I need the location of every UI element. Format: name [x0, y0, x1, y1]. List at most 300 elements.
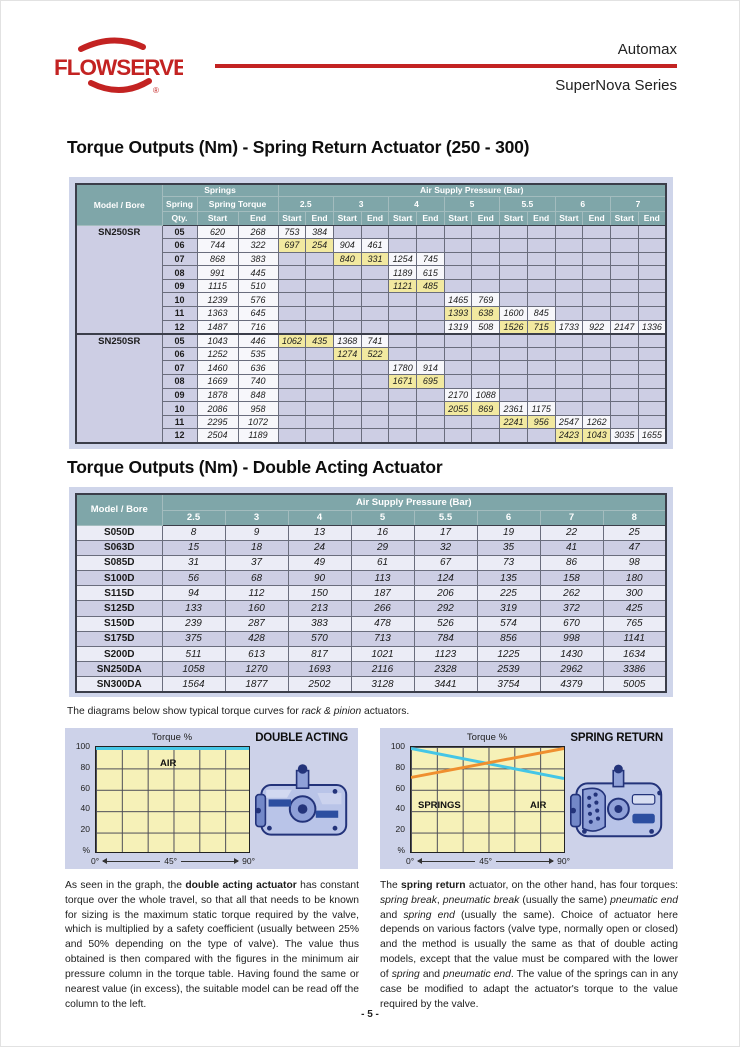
pressure-torque-cell	[500, 375, 528, 389]
pressure-torque-cell	[638, 225, 666, 239]
text-segment: has constant torque over the whole travel, so that all that needs to be known for sizing is the maximum static torque required by the valve, which is multiplied by a safety coefficient (usually between 25% and 50% depending on the type of valve). The value thus obtained is then compared with the figures in the minimum air pressure column in the torque table. Having found the same or nearest value (in excess), the suitable model can be read off the column to the left.	[65, 880, 360, 1010]
end-header: End	[238, 211, 278, 225]
pressure-torque-cell	[583, 388, 611, 402]
pressure-torque-cell	[500, 334, 528, 348]
torque-cell: 2116	[351, 662, 414, 677]
pressure-torque-cell	[638, 307, 666, 321]
pressure-torque-cell	[638, 402, 666, 416]
torque-cell: 1021	[351, 647, 414, 662]
pressure-torque-cell	[610, 402, 638, 416]
table-row	[76, 540, 666, 555]
spring-return-section-title: Torque Outputs (Nm) - Spring Return Actuator (250 - 300)	[67, 137, 530, 157]
x-axis-tick-labels	[89, 856, 257, 866]
pressure-torque-cell	[333, 375, 361, 389]
pressure-torque-cell: 745	[417, 252, 445, 266]
pressure-torque-cell: 2547	[555, 415, 583, 429]
torque-cell: 570	[288, 631, 351, 646]
pressure-torque-cell	[333, 293, 361, 307]
model-cell: SN250SR	[76, 334, 162, 443]
torque-cell: 73	[477, 555, 540, 570]
pressure-torque-cell: 331	[361, 252, 389, 266]
pressure-torque-cell: 435	[306, 334, 334, 348]
pressure-torque-cell	[527, 347, 555, 361]
pressure-torque-cell	[638, 279, 666, 293]
pressure-torque-cell	[306, 320, 334, 334]
torque-cell: 526	[414, 616, 477, 631]
pressure-torque-cell	[583, 307, 611, 321]
torque-cell: 135	[477, 571, 540, 586]
spring-torque-start-cell: 991	[197, 266, 238, 280]
pressure-torque-cell	[500, 293, 528, 307]
torque-cell: 9	[225, 525, 288, 540]
y-tick-label: 60	[80, 782, 90, 793]
torque-cell: 150	[288, 586, 351, 601]
end-header: End	[472, 211, 500, 225]
pressure-torque-cell: 1088	[472, 388, 500, 402]
pressure-torque-cell	[389, 347, 417, 361]
spring-torque-start-cell: 1252	[197, 347, 238, 361]
pressure-torque-cell	[417, 239, 445, 253]
pressure-torque-cell	[361, 279, 389, 293]
double-acting-actuator-image	[255, 750, 351, 860]
start-header: Start	[197, 211, 238, 225]
spring-torque-end-cell: 445	[238, 266, 278, 280]
torque-cell: 112	[225, 586, 288, 601]
pressure-torque-cell	[583, 347, 611, 361]
torque-cell: 24	[288, 540, 351, 555]
pressure-torque-cell	[638, 415, 666, 429]
pressure-torque-cell	[527, 239, 555, 253]
pressure-header: 5.5	[414, 510, 477, 525]
pressure-torque-cell	[361, 266, 389, 280]
pressure-torque-cell: 695	[417, 375, 445, 389]
torque-cell: 56	[162, 571, 225, 586]
table-row	[76, 361, 666, 375]
pressure-torque-cell: 1262	[583, 415, 611, 429]
y-axis-tick-labels	[67, 741, 93, 855]
header-rule	[215, 64, 677, 68]
pressure-torque-cell	[527, 388, 555, 402]
pressure-torque-cell	[417, 429, 445, 443]
torque-cell: 1564	[162, 677, 225, 692]
pressure-torque-cell	[306, 402, 334, 416]
torque-cell: 262	[540, 586, 603, 601]
torque-cell: 670	[540, 616, 603, 631]
y-tick-label: 60	[395, 782, 405, 793]
pressure-header: 6	[555, 196, 610, 211]
pressure-torque-cell: 1062	[278, 334, 306, 348]
flowserve-logo	[51, 35, 183, 102]
pressure-torque-cell	[500, 279, 528, 293]
torque-cell: 8	[162, 525, 225, 540]
end-header: End	[306, 211, 334, 225]
pressure-torque-cell	[472, 361, 500, 375]
spring-qty-cell: 05	[162, 225, 197, 239]
start-header: Start	[444, 211, 472, 225]
end-header: End	[583, 211, 611, 225]
pressure-torque-cell	[527, 225, 555, 239]
pressure-torque-cell	[472, 429, 500, 443]
pressure-torque-cell	[417, 320, 445, 334]
pressure-torque-cell	[361, 375, 389, 389]
torque-cell: 2539	[477, 662, 540, 677]
pressure-torque-cell	[527, 361, 555, 375]
pressure-torque-cell	[610, 347, 638, 361]
y-axis-tick-labels	[382, 741, 408, 855]
x-tick-label: 0°	[91, 856, 100, 866]
air-curve-label: AIR	[530, 800, 547, 811]
text-segment: (usually the same)	[519, 894, 611, 906]
spring-torque-start-cell: 1239	[197, 293, 238, 307]
pressure-torque-cell	[417, 347, 445, 361]
start-header: Start	[555, 211, 583, 225]
pressure-torque-cell	[638, 239, 666, 253]
pressure-torque-cell	[472, 266, 500, 280]
text-segment: pneumatic end	[610, 894, 678, 906]
table-row	[76, 252, 666, 266]
pressure-torque-cell	[361, 415, 389, 429]
pressure-torque-cell	[610, 225, 638, 239]
pressure-torque-cell	[555, 388, 583, 402]
model-cell: S050D	[76, 525, 162, 540]
x-tick-label: 45°	[164, 856, 178, 866]
pressure-torque-cell	[500, 252, 528, 266]
pressure-header: 4	[389, 196, 444, 211]
pressure-torque-cell	[527, 429, 555, 443]
pressure-torque-cell	[333, 415, 361, 429]
pressure-torque-cell	[610, 361, 638, 375]
spring-torque-end-cell: 383	[238, 252, 278, 266]
pressure-torque-cell: 956	[527, 415, 555, 429]
pressure-torque-cell	[417, 402, 445, 416]
pressure-torque-cell	[444, 361, 472, 375]
torque-cell: 3754	[477, 677, 540, 692]
pressure-torque-cell: 384	[306, 225, 334, 239]
pressure-torque-cell	[306, 415, 334, 429]
torque-cell: 574	[477, 616, 540, 631]
pressure-header: 4	[288, 510, 351, 525]
pressure-torque-cell	[306, 252, 334, 266]
table-row	[76, 320, 666, 334]
spring-torque-end-cell: 740	[238, 375, 278, 389]
text-segment: ,	[436, 894, 443, 906]
torque-cell: 1058	[162, 662, 225, 677]
pressure-torque-cell	[638, 388, 666, 402]
pressure-torque-cell	[417, 334, 445, 348]
pressure-torque-cell	[333, 279, 361, 293]
pressure-torque-cell: 753	[278, 225, 306, 239]
spring-qty-cell: 12	[162, 429, 197, 443]
spring-torque-start-cell: 868	[197, 252, 238, 266]
end-header: End	[417, 211, 445, 225]
pressure-torque-cell	[306, 293, 334, 307]
pressure-header: 3	[225, 510, 288, 525]
torque-cell: 425	[603, 601, 666, 616]
pressure-torque-cell: 904	[333, 239, 361, 253]
pressure-torque-cell: 2361	[500, 402, 528, 416]
pressure-torque-cell	[306, 361, 334, 375]
pressure-torque-cell	[361, 307, 389, 321]
pressure-torque-cell	[472, 239, 500, 253]
pressure-torque-cell	[610, 375, 638, 389]
pressure-header: 2.5	[162, 510, 225, 525]
pressure-torque-cell	[417, 307, 445, 321]
pressure-torque-cell: 1274	[333, 347, 361, 361]
double-acting-section-title: Torque Outputs (Nm) - Double Acting Actuator	[67, 457, 443, 477]
torque-cell: 225	[477, 586, 540, 601]
pressure-torque-cell: 697	[278, 239, 306, 253]
torque-cell: 511	[162, 647, 225, 662]
pressure-torque-cell	[555, 279, 583, 293]
pressure-torque-cell	[278, 429, 306, 443]
pressure-torque-cell	[583, 402, 611, 416]
pressure-torque-cell: 1780	[389, 361, 417, 375]
torque-cell: 124	[414, 571, 477, 586]
pressure-torque-cell: 1175	[527, 402, 555, 416]
torque-cell: 25	[603, 525, 666, 540]
pressure-torque-cell: 2055	[444, 402, 472, 416]
table-row	[76, 616, 666, 631]
table-row	[76, 631, 666, 646]
table-row	[76, 571, 666, 586]
torque-cell: 180	[603, 571, 666, 586]
pressure-header: 5	[444, 196, 499, 211]
pressure-torque-cell	[444, 334, 472, 348]
pressure-torque-cell	[306, 347, 334, 361]
pressure-torque-cell	[583, 252, 611, 266]
double-acting-torque-table	[75, 493, 667, 693]
text-segment: spring end	[403, 909, 455, 921]
model-cell: SN250DA	[76, 662, 162, 677]
y-tick-label: 20	[80, 824, 90, 835]
torque-cell: 3386	[603, 662, 666, 677]
pressure-torque-cell: 1368	[333, 334, 361, 348]
torque-cell: 17	[414, 525, 477, 540]
torque-cell: 817	[288, 647, 351, 662]
pressure-torque-cell	[278, 415, 306, 429]
table-row	[76, 525, 666, 540]
torque-cell: 90	[288, 571, 351, 586]
pressure-torque-cell	[555, 402, 583, 416]
torque-cell: 19	[477, 525, 540, 540]
table-row	[76, 266, 666, 280]
torque-cell: 372	[540, 601, 603, 616]
pressure-torque-cell: 1671	[389, 375, 417, 389]
torque-cell: 2502	[288, 677, 351, 692]
torque-cell: 428	[225, 631, 288, 646]
double-acting-diagram-panel	[65, 728, 358, 869]
spring-qty-cell: 10	[162, 402, 197, 416]
table-row	[76, 347, 666, 361]
pressure-torque-cell	[278, 307, 306, 321]
pressure-torque-cell	[389, 307, 417, 321]
text-segment: actuator, on the other hand, has four torques:	[465, 880, 678, 891]
pressure-torque-cell	[278, 375, 306, 389]
pressure-torque-cell	[361, 361, 389, 375]
pressure-torque-cell	[610, 293, 638, 307]
torque-cell: 239	[162, 616, 225, 631]
pressure-torque-cell	[500, 239, 528, 253]
model-cell: S100D	[76, 571, 162, 586]
spring-qty-cell: 07	[162, 361, 197, 375]
pressure-torque-cell	[638, 293, 666, 307]
torque-cell: 31	[162, 555, 225, 570]
torque-cell: 67	[414, 555, 477, 570]
pressure-torque-cell	[444, 239, 472, 253]
pressure-torque-cell	[555, 266, 583, 280]
pressure-torque-cell	[361, 388, 389, 402]
pressure-torque-cell	[555, 293, 583, 307]
y-tick-label: %	[397, 844, 405, 855]
pressure-torque-cell: 2423	[555, 429, 583, 443]
pressure-torque-cell	[306, 429, 334, 443]
pressure-torque-cell	[444, 375, 472, 389]
pressure-torque-cell	[472, 252, 500, 266]
pressure-torque-cell	[527, 375, 555, 389]
y-tick-label: 40	[80, 803, 90, 814]
torque-axis-label: Torque %	[466, 732, 508, 743]
double-acting-chart-title: DOUBLE ACTING	[255, 732, 348, 744]
torque-cell: 613	[225, 647, 288, 662]
pressure-torque-cell	[610, 279, 638, 293]
table-row	[76, 662, 666, 677]
spring-torque-end-cell: 636	[238, 361, 278, 375]
spring-torque-end-cell: 645	[238, 307, 278, 321]
pressure-header: 7	[610, 196, 666, 211]
pressure-torque-cell	[500, 347, 528, 361]
pressure-torque-cell: 1465	[444, 293, 472, 307]
pressure-torque-cell	[583, 279, 611, 293]
torque-axis-label: Torque %	[151, 732, 193, 743]
table-row	[76, 677, 666, 692]
pressure-torque-cell: 1655	[638, 429, 666, 443]
torque-cell: 133	[162, 601, 225, 616]
pressure-torque-cell	[555, 334, 583, 348]
spring-torque-end-cell: 716	[238, 320, 278, 334]
text-segment: and	[419, 968, 444, 980]
pressure-header: 3	[333, 196, 388, 211]
page-number: - 5 -	[361, 1009, 379, 1020]
torque-cell: 300	[603, 586, 666, 601]
text-segment: . The value of the springs can in any case be modified to adapt the actuator's torque to the value required by the valve.	[380, 968, 678, 1010]
text-segment: actuators.	[361, 706, 410, 717]
spring-qty-cell: 07	[162, 252, 197, 266]
pressure-torque-cell	[361, 225, 389, 239]
model-cell: SN300DA	[76, 677, 162, 692]
pressure-torque-cell: 769	[472, 293, 500, 307]
spring-torque-header: Spring Torque	[197, 196, 278, 211]
pressure-header: 8	[603, 510, 666, 525]
pressure-torque-cell	[500, 225, 528, 239]
pressure-torque-cell	[583, 266, 611, 280]
torque-cell: 160	[225, 601, 288, 616]
model-cell: S125D	[76, 601, 162, 616]
torque-cell: 4379	[540, 677, 603, 692]
pressure-torque-cell: 461	[361, 239, 389, 253]
torque-cell: 784	[414, 631, 477, 646]
spring-return-actuator-image	[570, 750, 666, 860]
pressure-torque-cell	[361, 402, 389, 416]
torque-cell: 35	[477, 540, 540, 555]
pressure-torque-cell	[333, 307, 361, 321]
pressure-torque-cell	[333, 225, 361, 239]
spring-qty-cell: 09	[162, 279, 197, 293]
pressure-torque-cell	[389, 415, 417, 429]
torque-cell: 86	[540, 555, 603, 570]
pressure-torque-cell	[361, 429, 389, 443]
model-cell: S200D	[76, 647, 162, 662]
pressure-torque-cell: 1600	[500, 307, 528, 321]
pressure-torque-cell: 638	[472, 307, 500, 321]
pressure-torque-cell	[638, 266, 666, 280]
torque-cell: 1123	[414, 647, 477, 662]
end-header: End	[527, 211, 555, 225]
torque-cell: 68	[225, 571, 288, 586]
torque-cell: 1225	[477, 647, 540, 662]
table-row	[76, 225, 666, 239]
torque-cell: 187	[351, 586, 414, 601]
table-row	[76, 279, 666, 293]
pressure-torque-cell	[583, 239, 611, 253]
torque-cell: 213	[288, 601, 351, 616]
torque-cell: 856	[477, 631, 540, 646]
springs-curve-label: SPRINGS	[418, 800, 461, 811]
start-header: Start	[389, 211, 417, 225]
header-product-name: Automax	[617, 41, 677, 58]
pressure-torque-cell	[583, 293, 611, 307]
pressure-torque-cell	[500, 361, 528, 375]
spring-torque-end-cell: 446	[238, 334, 278, 348]
logo-registered-mark: ®	[153, 86, 159, 95]
torque-cell: 18	[225, 540, 288, 555]
pressure-torque-cell: 1526	[500, 320, 528, 334]
text-segment: and	[380, 909, 404, 921]
pressure-torque-cell	[610, 252, 638, 266]
logo-bottom-arc	[91, 81, 149, 90]
pressure-torque-cell	[389, 320, 417, 334]
pressure-torque-cell	[278, 293, 306, 307]
torque-cell: 287	[225, 616, 288, 631]
pressure-header: 5	[351, 510, 414, 525]
spring-return-torque-table	[75, 183, 667, 444]
spring-return-diagram-panel	[380, 728, 673, 869]
pressure-torque-cell	[555, 347, 583, 361]
pressure-torque-cell: 869	[472, 402, 500, 416]
spring-torque-start-cell: 1460	[197, 361, 238, 375]
air-supply-group-header: Air Supply Pressure (Bar)	[278, 184, 666, 196]
spring-qty-cell: 06	[162, 239, 197, 253]
y-tick-label: 80	[395, 761, 405, 772]
spring-torque-end-cell: 322	[238, 239, 278, 253]
pressure-torque-cell	[472, 375, 500, 389]
pressure-torque-cell	[444, 429, 472, 443]
pressure-torque-cell	[583, 334, 611, 348]
spring-torque-end-cell: 1189	[238, 429, 278, 443]
pressure-torque-cell	[555, 225, 583, 239]
pressure-torque-cell: 741	[361, 334, 389, 348]
start-header: Start	[278, 211, 306, 225]
pressure-torque-cell: 508	[472, 320, 500, 334]
torque-cell: 713	[351, 631, 414, 646]
table-row	[76, 375, 666, 389]
torque-cell: 32	[414, 540, 477, 555]
pressure-torque-cell	[306, 279, 334, 293]
spring-qty-header-line2: Qty.	[162, 211, 197, 225]
spring-torque-start-cell: 1669	[197, 375, 238, 389]
model-cell: S085D	[76, 555, 162, 570]
x-tick-label: 45°	[479, 856, 493, 866]
end-header: End	[638, 211, 666, 225]
